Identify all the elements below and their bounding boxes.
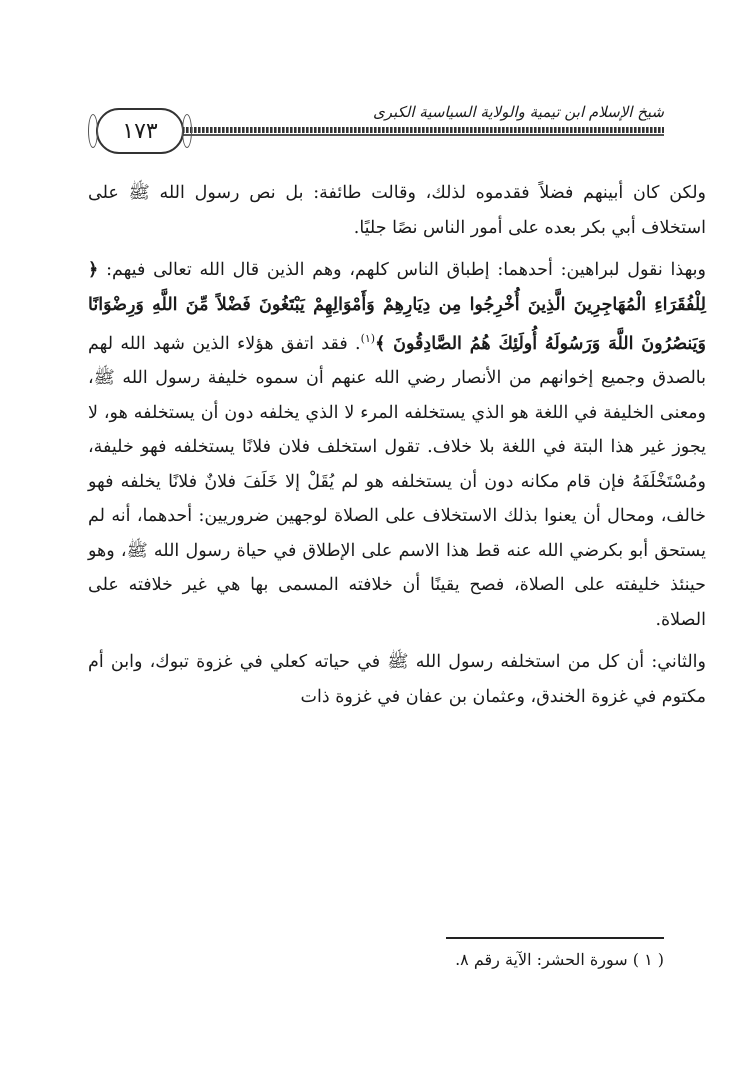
body-text	[88, 176, 706, 722]
header-divider-underline	[178, 134, 664, 136]
paragraph-2-body: . فقد اتفق هؤلاء الذين شهد الله لهم بالصدق وجميع إخوانهم من الأنصار رضي الله عنهم أن سموه خليفة رسول الله ﷺ، ومعنى الخليفة في اللغة هو الذي يستخلفه المرء لا الذي يخلفه دون أن يستخلفه هو، لا يجوز غير هذا البتة في اللغة بلا خلاف. تقول استخلف فلان فلانًا يستخلفه فهو خليفة، ومُسْتَخْلَفَهُ فإن قام مكانه دون أن يستخلفه هو لم يُقَلْ إلا خَلَفَ فلانٌ فلانًا يخلفه فهو خالف، ومحال أن يعنوا بذلك الاستخلاف على الصلاة لوجهين ضروريين: أحدهما، أنه لم يستحق أبو بكرضي الله عنه قط هذا الاسم على الإطلاق في حياة رسول الله ﷺ، وهو حينئذ خليفته على الصلاة، فصح يقينًا أن خلافته المسمى بها هي غير خلافته على الصلاة.	[88, 333, 706, 630]
page-number: ١٧٣	[122, 118, 158, 144]
paragraph-2	[88, 253, 706, 637]
quran-verse: ﴿ لِلْفُقَرَاءِ الْمُهَاجِرِينَ الَّذِينَ أُخْرِجُوا مِن دِيَارِهِمْ وَأَمْوَالِهِمْ يَبْتَغُونَ فَضْلاً مِّنَ اللَّهِ وَرِضْوَانًا وَيَنصُرُونَ اللَّهَ وَرَسُولَهُ أُولَئِكَ هُمُ الصَّادِقُونَ ﴾	[88, 260, 707, 354]
paragraph-1: ولكن كان أبينهم فضلاً فقدموه لذلك، وقالت طائفة: بل نص رسول الله ﷺ على استخلاف أبي بكر بعده على أمور الناس نصًا جليًا.	[88, 183, 706, 238]
footnote-divider	[446, 937, 664, 939]
running-header-title: شيخ الإسلام ابن تيمية والولاية السياسية الكبرى	[372, 103, 664, 121]
paragraph-2-intro: وبهذا نقول لبراهين: أحدهما: إطباق الناس كلهم، وهم الذين قال الله تعالى فيهم:	[106, 260, 706, 280]
paragraph-3: والثاني: أن كل من استخلفه رسول الله ﷺ في حياته كعلي في غزوة تبوك، وابن أم مكتوم في غزوة الخندق، وعثمان بن عفان في غزوة ذات	[88, 652, 706, 707]
footnote: ( ١ ) سورة الحشر: الآية رقم ٨.	[455, 950, 664, 969]
page-number-badge	[96, 108, 184, 154]
header-divider	[178, 127, 664, 133]
footnote-reference: (١)	[360, 332, 376, 345]
